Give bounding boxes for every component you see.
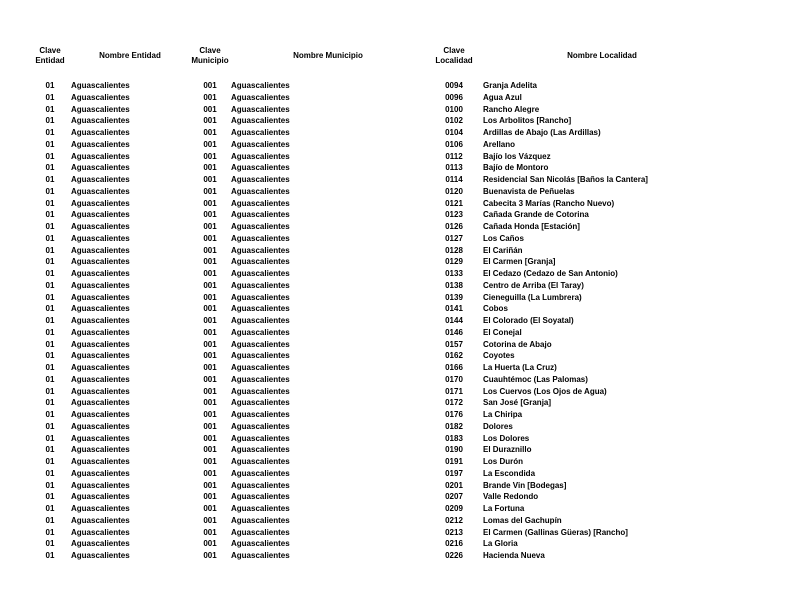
cell-nombre-localidad: El Cariñán bbox=[483, 245, 523, 255]
cell-nombre-municipio: Aguascalientes bbox=[231, 233, 290, 243]
table-header-row bbox=[0, 44, 792, 68]
cell-nombre-municipio: Aguascalientes bbox=[231, 116, 290, 126]
cell-clave-municipio: 001 bbox=[203, 421, 217, 431]
cell-nombre-entidad: Aguascalientes bbox=[71, 457, 130, 466]
cell-nombre-entidad: Aguascalientes bbox=[71, 327, 130, 337]
cell-clave-localidad: 0146 bbox=[445, 327, 463, 337]
cell-clave-entidad: 01 bbox=[45, 363, 55, 372]
locality-table bbox=[0, 44, 792, 562]
cell-clave-localidad: 0209 bbox=[445, 504, 463, 513]
cell-clave-municipio: 001 bbox=[203, 386, 217, 396]
cell-clave-entidad: 01 bbox=[45, 175, 55, 184]
cell-clave-localidad: 0207 bbox=[445, 492, 463, 502]
cell-clave-entidad: 01 bbox=[45, 445, 55, 455]
cell-clave-localidad: 0114 bbox=[445, 175, 463, 184]
cell-clave-entidad: 01 bbox=[45, 210, 55, 220]
cell-clave-municipio: 001 bbox=[203, 186, 217, 196]
cell-nombre-localidad: El Conejal bbox=[483, 327, 522, 337]
cell-nombre-localidad: El Duraznillo bbox=[483, 445, 532, 455]
cell-nombre-localidad: Brande Vin [Bodegas] bbox=[483, 480, 567, 490]
table-row bbox=[0, 127, 792, 139]
cell-nombre-municipio: Aguascalientes bbox=[231, 492, 290, 502]
header-clave-municipio: Clave Municipio bbox=[191, 46, 229, 65]
cell-nombre-entidad: Aguascalientes bbox=[71, 527, 130, 537]
cell-clave-entidad: 01 bbox=[45, 233, 55, 243]
cell-clave-localidad: 0212 bbox=[445, 515, 463, 525]
table-row bbox=[0, 339, 792, 351]
cell-clave-localidad: 0126 bbox=[445, 222, 463, 231]
cell-nombre-entidad: Aguascalientes bbox=[71, 386, 130, 396]
cell-nombre-localidad: La Chiripa bbox=[483, 410, 523, 419]
cell-clave-municipio: 001 bbox=[203, 515, 217, 525]
cell-nombre-entidad: Aguascalientes bbox=[71, 480, 130, 490]
cell-nombre-localidad: Coyotes bbox=[483, 351, 515, 361]
table-row bbox=[0, 315, 792, 327]
cell-nombre-municipio: Aguascalientes bbox=[231, 445, 290, 455]
cell-nombre-municipio: Aguascalientes bbox=[231, 104, 290, 114]
cell-clave-municipio: 001 bbox=[203, 292, 217, 302]
cell-clave-localidad: 0166 bbox=[445, 363, 463, 372]
cell-nombre-entidad: Aguascalientes bbox=[71, 539, 130, 549]
cell-clave-municipio: 001 bbox=[203, 492, 217, 502]
cell-clave-localidad: 0162 bbox=[445, 351, 463, 361]
cell-nombre-localidad: La Huerta (La Cruz) bbox=[483, 363, 557, 372]
cell-clave-municipio: 001 bbox=[203, 210, 217, 220]
cell-nombre-localidad: San José [Granja] bbox=[483, 398, 552, 408]
cell-clave-municipio: 001 bbox=[203, 245, 217, 255]
cell-clave-municipio: 001 bbox=[203, 81, 217, 90]
cell-clave-localidad: 0129 bbox=[445, 257, 463, 267]
cell-clave-localidad: 0127 bbox=[445, 233, 463, 243]
cell-clave-entidad: 01 bbox=[45, 410, 55, 419]
cell-nombre-municipio: Aguascalientes bbox=[231, 198, 290, 208]
table-row bbox=[0, 186, 792, 198]
cell-nombre-municipio: Aguascalientes bbox=[231, 421, 290, 431]
cell-clave-localidad: 0096 bbox=[445, 92, 463, 102]
table-row bbox=[0, 397, 792, 409]
cell-clave-entidad: 01 bbox=[45, 480, 55, 490]
cell-clave-municipio: 001 bbox=[203, 363, 217, 372]
cell-nombre-localidad: La Fortuna bbox=[483, 504, 525, 513]
cell-clave-entidad: 01 bbox=[45, 316, 55, 325]
cell-clave-localidad: 0176 bbox=[445, 410, 463, 419]
cell-clave-localidad: 0191 bbox=[445, 457, 463, 466]
table-row bbox=[0, 115, 792, 127]
cell-clave-entidad: 01 bbox=[45, 116, 55, 126]
cell-nombre-entidad: Aguascalientes bbox=[71, 363, 130, 372]
cell-clave-entidad: 01 bbox=[45, 222, 55, 231]
cell-clave-municipio: 001 bbox=[203, 327, 217, 337]
cell-nombre-entidad: Aguascalientes bbox=[71, 245, 130, 255]
table-row bbox=[0, 503, 792, 515]
table-row bbox=[0, 550, 792, 562]
cell-clave-localidad: 0133 bbox=[445, 269, 463, 278]
cell-nombre-municipio: Aguascalientes bbox=[231, 81, 290, 90]
cell-nombre-entidad: Aguascalientes bbox=[71, 351, 130, 361]
cell-nombre-localidad: El Cedazo (Cedazo de San Antonio) bbox=[483, 269, 618, 278]
table-row bbox=[0, 292, 792, 304]
cell-nombre-localidad: Los Caños bbox=[483, 233, 524, 243]
table-row bbox=[0, 538, 792, 550]
table-row bbox=[0, 92, 792, 104]
header-nombre-entidad: Nombre Entidad bbox=[99, 51, 161, 60]
cell-clave-municipio: 001 bbox=[203, 539, 217, 549]
cell-nombre-entidad: Aguascalientes bbox=[71, 175, 130, 184]
cell-nombre-localidad: Cotorina de Abajo bbox=[483, 339, 552, 349]
cell-nombre-municipio: Aguascalientes bbox=[231, 222, 290, 231]
cell-clave-entidad: 01 bbox=[45, 504, 55, 513]
cell-clave-entidad: 01 bbox=[45, 386, 55, 396]
table-row bbox=[0, 233, 792, 245]
cell-nombre-localidad: Los Durón bbox=[483, 457, 523, 466]
cell-nombre-entidad: Aguascalientes bbox=[71, 339, 130, 349]
cell-clave-municipio: 001 bbox=[203, 480, 217, 490]
cell-clave-entidad: 01 bbox=[45, 198, 55, 208]
cell-nombre-entidad: Aguascalientes bbox=[71, 304, 130, 314]
cell-clave-entidad: 01 bbox=[45, 421, 55, 431]
cell-nombre-municipio: Aguascalientes bbox=[231, 280, 290, 290]
cell-nombre-entidad: Aguascalientes bbox=[71, 492, 130, 502]
cell-nombre-localidad: Agua Azul bbox=[483, 92, 522, 102]
cell-clave-localidad: 0102 bbox=[445, 116, 463, 126]
cell-nombre-localidad: Buenavista de Peñuelas bbox=[483, 186, 575, 196]
cell-clave-municipio: 001 bbox=[203, 551, 217, 560]
table-row bbox=[0, 162, 792, 174]
cell-nombre-municipio: Aguascalientes bbox=[231, 327, 290, 337]
table-row bbox=[0, 256, 792, 268]
cell-clave-localidad: 0183 bbox=[445, 433, 463, 443]
table-row bbox=[0, 245, 792, 257]
cell-clave-localidad: 0172 bbox=[445, 398, 463, 408]
cell-clave-localidad: 0170 bbox=[445, 374, 463, 384]
cell-clave-entidad: 01 bbox=[45, 327, 55, 337]
cell-nombre-localidad: Rancho Alegre bbox=[483, 104, 540, 114]
cell-nombre-entidad: Aguascalientes bbox=[71, 410, 130, 419]
cell-nombre-municipio: Aguascalientes bbox=[231, 151, 290, 161]
cell-clave-municipio: 001 bbox=[203, 139, 217, 149]
table-row bbox=[0, 491, 792, 503]
table-row bbox=[0, 480, 792, 492]
cell-nombre-localidad: Arellano bbox=[483, 139, 516, 149]
cell-nombre-localidad: Ardillas de Abajo (Las Ardillas) bbox=[483, 128, 601, 137]
header-clave-localidad: Clave Localidad bbox=[435, 46, 473, 65]
table-row bbox=[0, 151, 792, 163]
cell-clave-entidad: 01 bbox=[45, 151, 55, 161]
cell-nombre-municipio: Aguascalientes bbox=[231, 515, 290, 525]
table-row bbox=[0, 280, 792, 292]
cell-nombre-entidad: Aguascalientes bbox=[71, 198, 130, 208]
header-clave-entidad: Clave Entidad bbox=[35, 46, 65, 65]
cell-clave-municipio: 001 bbox=[203, 116, 217, 126]
cell-nombre-municipio: Aguascalientes bbox=[231, 257, 290, 267]
cell-nombre-entidad: Aguascalientes bbox=[71, 128, 130, 137]
cell-clave-localidad: 0139 bbox=[445, 292, 463, 302]
cell-clave-municipio: 001 bbox=[203, 233, 217, 243]
cell-clave-localidad: 0138 bbox=[445, 280, 463, 290]
cell-nombre-municipio: Aguascalientes bbox=[231, 527, 290, 537]
cell-nombre-entidad: Aguascalientes bbox=[71, 269, 130, 278]
cell-clave-localidad: 0100 bbox=[445, 104, 463, 114]
table-row bbox=[0, 444, 792, 456]
cell-nombre-localidad: Centro de Arriba (El Taray) bbox=[483, 280, 584, 290]
cell-nombre-entidad: Aguascalientes bbox=[71, 468, 130, 478]
table-row bbox=[0, 198, 792, 210]
cell-nombre-municipio: Aguascalientes bbox=[231, 316, 290, 325]
cell-nombre-entidad: Aguascalientes bbox=[71, 222, 130, 231]
cell-clave-entidad: 01 bbox=[45, 292, 55, 302]
table-row bbox=[0, 386, 792, 398]
cell-clave-municipio: 001 bbox=[203, 457, 217, 466]
cell-clave-localidad: 0141 bbox=[445, 304, 463, 314]
cell-nombre-localidad: Los Dolores bbox=[483, 433, 530, 443]
cell-clave-municipio: 001 bbox=[203, 445, 217, 455]
cell-nombre-entidad: Aguascalientes bbox=[71, 398, 130, 408]
cell-nombre-entidad: Aguascalientes bbox=[71, 151, 130, 161]
cell-nombre-localidad: El Carmen [Granja] bbox=[483, 257, 556, 267]
cell-clave-municipio: 001 bbox=[203, 257, 217, 267]
cell-clave-localidad: 0171 bbox=[445, 386, 463, 396]
cell-clave-entidad: 01 bbox=[45, 433, 55, 443]
cell-nombre-municipio: Aguascalientes bbox=[231, 480, 290, 490]
cell-nombre-municipio: Aguascalientes bbox=[231, 457, 290, 466]
cell-clave-entidad: 01 bbox=[45, 139, 55, 149]
cell-nombre-entidad: Aguascalientes bbox=[71, 374, 130, 384]
table-row bbox=[0, 515, 792, 527]
cell-clave-entidad: 01 bbox=[45, 339, 55, 349]
cell-clave-localidad: 0197 bbox=[445, 468, 463, 478]
cell-clave-municipio: 001 bbox=[203, 351, 217, 361]
cell-clave-entidad: 01 bbox=[45, 269, 55, 278]
cell-nombre-localidad: Lomas del Gachupín bbox=[483, 515, 562, 525]
cell-nombre-municipio: Aguascalientes bbox=[231, 468, 290, 478]
cell-nombre-municipio: Aguascalientes bbox=[231, 539, 290, 549]
cell-clave-municipio: 001 bbox=[203, 280, 217, 290]
table-row bbox=[0, 303, 792, 315]
cell-clave-entidad: 01 bbox=[45, 492, 55, 502]
cell-nombre-localidad: La Escondida bbox=[483, 468, 536, 478]
table-row bbox=[0, 104, 792, 116]
cell-nombre-entidad: Aguascalientes bbox=[71, 445, 130, 455]
table-row bbox=[0, 374, 792, 386]
cell-nombre-municipio: Aguascalientes bbox=[231, 186, 290, 196]
cell-clave-municipio: 001 bbox=[203, 398, 217, 408]
cell-clave-localidad: 0094 bbox=[445, 81, 463, 90]
cell-nombre-localidad: Los Cuervos (Los Ojos de Agua) bbox=[483, 386, 607, 396]
cell-clave-localidad: 0112 bbox=[445, 151, 463, 161]
cell-clave-entidad: 01 bbox=[45, 186, 55, 196]
cell-nombre-entidad: Aguascalientes bbox=[71, 233, 130, 243]
cell-clave-localidad: 0201 bbox=[445, 480, 463, 490]
cell-nombre-localidad: Valle Redondo bbox=[483, 492, 539, 502]
cell-clave-localidad: 0213 bbox=[445, 527, 463, 537]
table-row bbox=[0, 421, 792, 433]
cell-nombre-municipio: Aguascalientes bbox=[231, 410, 290, 419]
cell-clave-municipio: 001 bbox=[203, 198, 217, 208]
cell-clave-localidad: 0113 bbox=[445, 163, 463, 173]
cell-nombre-localidad: Residencial San Nicolás [Baños la Cantera] bbox=[483, 175, 648, 184]
cell-clave-municipio: 001 bbox=[203, 128, 217, 137]
cell-nombre-entidad: Aguascalientes bbox=[71, 504, 130, 513]
cell-clave-entidad: 01 bbox=[45, 457, 55, 466]
cell-nombre-entidad: Aguascalientes bbox=[71, 280, 130, 290]
cell-nombre-municipio: Aguascalientes bbox=[231, 304, 290, 314]
cell-nombre-entidad: Aguascalientes bbox=[71, 210, 130, 220]
cell-nombre-entidad: Aguascalientes bbox=[71, 421, 130, 431]
cell-nombre-municipio: Aguascalientes bbox=[231, 433, 290, 443]
cell-clave-entidad: 01 bbox=[45, 351, 55, 361]
cell-nombre-entidad: Aguascalientes bbox=[71, 257, 130, 267]
table-row bbox=[0, 209, 792, 221]
cell-nombre-entidad: Aguascalientes bbox=[71, 292, 130, 302]
cell-clave-municipio: 001 bbox=[203, 410, 217, 419]
cell-clave-municipio: 001 bbox=[203, 504, 217, 513]
cell-clave-entidad: 01 bbox=[45, 81, 55, 90]
cell-nombre-entidad: Aguascalientes bbox=[71, 81, 130, 90]
cell-clave-localidad: 0226 bbox=[445, 551, 463, 560]
cell-clave-localidad: 0123 bbox=[445, 210, 463, 220]
cell-nombre-municipio: Aguascalientes bbox=[231, 374, 290, 384]
cell-nombre-municipio: Aguascalientes bbox=[231, 339, 290, 349]
table-row bbox=[0, 221, 792, 233]
cell-clave-entidad: 01 bbox=[45, 527, 55, 537]
cell-clave-entidad: 01 bbox=[45, 163, 55, 173]
table-row bbox=[0, 456, 792, 468]
cell-nombre-municipio: Aguascalientes bbox=[231, 210, 290, 220]
cell-clave-entidad: 01 bbox=[45, 468, 55, 478]
table-row bbox=[0, 409, 792, 421]
cell-clave-entidad: 01 bbox=[45, 539, 55, 549]
cell-nombre-municipio: Aguascalientes bbox=[231, 398, 290, 408]
cell-clave-municipio: 001 bbox=[203, 339, 217, 349]
cell-clave-municipio: 001 bbox=[203, 374, 217, 384]
cell-clave-municipio: 001 bbox=[203, 163, 217, 173]
cell-nombre-entidad: Aguascalientes bbox=[71, 433, 130, 443]
cell-clave-municipio: 001 bbox=[203, 175, 217, 184]
cell-nombre-municipio: Aguascalientes bbox=[231, 292, 290, 302]
cell-nombre-localidad: Cuauhtémoc (Las Palomas) bbox=[483, 374, 588, 384]
cell-clave-entidad: 01 bbox=[45, 551, 55, 560]
cell-clave-localidad: 0120 bbox=[445, 186, 463, 196]
table-row bbox=[0, 268, 792, 280]
table-row bbox=[0, 350, 792, 362]
cell-clave-entidad: 01 bbox=[45, 304, 55, 314]
cell-nombre-localidad: Cieneguilla (La Lumbrera) bbox=[483, 292, 582, 302]
cell-clave-municipio: 001 bbox=[203, 527, 217, 537]
cell-clave-entidad: 01 bbox=[45, 374, 55, 384]
cell-nombre-municipio: Aguascalientes bbox=[231, 92, 290, 102]
header-nombre-localidad: Nombre Localidad bbox=[567, 51, 637, 60]
cell-nombre-localidad: Bajío de Montoro bbox=[483, 163, 549, 173]
cell-nombre-municipio: Aguascalientes bbox=[231, 363, 290, 372]
table-body bbox=[0, 80, 792, 562]
cell-nombre-municipio: Aguascalientes bbox=[231, 139, 290, 149]
cell-clave-localidad: 0190 bbox=[445, 445, 463, 455]
cell-nombre-localidad: Cabecita 3 Marías (Rancho Nuevo) bbox=[483, 198, 615, 208]
cell-clave-municipio: 001 bbox=[203, 151, 217, 161]
cell-clave-entidad: 01 bbox=[45, 515, 55, 525]
header-nombre-municipio: Nombre Municipio bbox=[293, 51, 363, 60]
cell-clave-municipio: 001 bbox=[203, 269, 217, 278]
table-row bbox=[0, 327, 792, 339]
cell-nombre-localidad: Bajío los Vázquez bbox=[483, 151, 551, 161]
cell-clave-localidad: 0106 bbox=[445, 139, 463, 149]
cell-clave-localidad: 0157 bbox=[445, 339, 463, 349]
cell-nombre-localidad: Granja Adelita bbox=[483, 81, 537, 90]
table-row bbox=[0, 468, 792, 480]
cell-nombre-entidad: Aguascalientes bbox=[71, 186, 130, 196]
cell-clave-municipio: 001 bbox=[203, 304, 217, 314]
cell-clave-entidad: 01 bbox=[45, 128, 55, 137]
cell-nombre-entidad: Aguascalientes bbox=[71, 551, 130, 560]
cell-nombre-localidad: Hacienda Nueva bbox=[483, 551, 545, 560]
cell-clave-localidad: 0182 bbox=[445, 421, 463, 431]
cell-nombre-entidad: Aguascalientes bbox=[71, 163, 130, 173]
cell-clave-municipio: 001 bbox=[203, 92, 217, 102]
cell-nombre-municipio: Aguascalientes bbox=[231, 551, 290, 560]
cell-nombre-entidad: Aguascalientes bbox=[71, 316, 130, 325]
cell-clave-entidad: 01 bbox=[45, 398, 55, 408]
cell-nombre-municipio: Aguascalientes bbox=[231, 504, 290, 513]
cell-nombre-municipio: Aguascalientes bbox=[231, 386, 290, 396]
table-row bbox=[0, 362, 792, 374]
cell-nombre-entidad: Aguascalientes bbox=[71, 92, 130, 102]
cell-clave-entidad: 01 bbox=[45, 257, 55, 267]
cell-clave-municipio: 001 bbox=[203, 433, 217, 443]
cell-clave-entidad: 01 bbox=[45, 92, 55, 102]
cell-clave-municipio: 001 bbox=[203, 316, 217, 325]
table-row bbox=[0, 139, 792, 151]
cell-clave-municipio: 001 bbox=[203, 468, 217, 478]
cell-nombre-entidad: Aguascalientes bbox=[71, 515, 130, 525]
cell-nombre-municipio: Aguascalientes bbox=[231, 128, 290, 137]
cell-nombre-localidad: El Colorado (El Soyatal) bbox=[483, 316, 574, 325]
cell-nombre-municipio: Aguascalientes bbox=[231, 351, 290, 361]
cell-nombre-municipio: Aguascalientes bbox=[231, 175, 290, 184]
cell-clave-localidad: 0121 bbox=[445, 198, 463, 208]
cell-nombre-entidad: Aguascalientes bbox=[71, 104, 130, 114]
cell-nombre-municipio: Aguascalientes bbox=[231, 163, 290, 173]
cell-nombre-localidad: Cobos bbox=[483, 304, 508, 314]
cell-clave-localidad: 0144 bbox=[445, 316, 463, 325]
cell-nombre-localidad: Cañada Grande de Cotorina bbox=[483, 210, 589, 220]
cell-clave-municipio: 001 bbox=[203, 104, 217, 114]
table-row bbox=[0, 527, 792, 539]
cell-clave-localidad: 0128 bbox=[445, 245, 463, 255]
table-row bbox=[0, 174, 792, 186]
table-row bbox=[0, 80, 792, 92]
cell-clave-localidad: 0216 bbox=[445, 539, 463, 549]
cell-clave-entidad: 01 bbox=[45, 280, 55, 290]
cell-nombre-entidad: Aguascalientes bbox=[71, 116, 130, 126]
cell-nombre-municipio: Aguascalientes bbox=[231, 245, 290, 255]
cell-clave-municipio: 001 bbox=[203, 222, 217, 231]
cell-nombre-localidad: Dolores bbox=[483, 421, 513, 431]
cell-clave-entidad: 01 bbox=[45, 245, 55, 255]
cell-nombre-localidad: Cañada Honda [Estación] bbox=[483, 222, 580, 231]
cell-nombre-municipio: Aguascalientes bbox=[231, 269, 290, 278]
cell-clave-entidad: 01 bbox=[45, 104, 55, 114]
cell-nombre-localidad: La Gloria bbox=[483, 539, 518, 549]
cell-clave-localidad: 0104 bbox=[445, 128, 463, 137]
cell-nombre-entidad: Aguascalientes bbox=[71, 139, 130, 149]
cell-nombre-localidad: El Carmen (Gallinas Güeras) [Rancho] bbox=[483, 527, 628, 537]
cell-nombre-localidad: Los Arbolitos [Rancho] bbox=[483, 116, 572, 126]
table-row bbox=[0, 433, 792, 445]
